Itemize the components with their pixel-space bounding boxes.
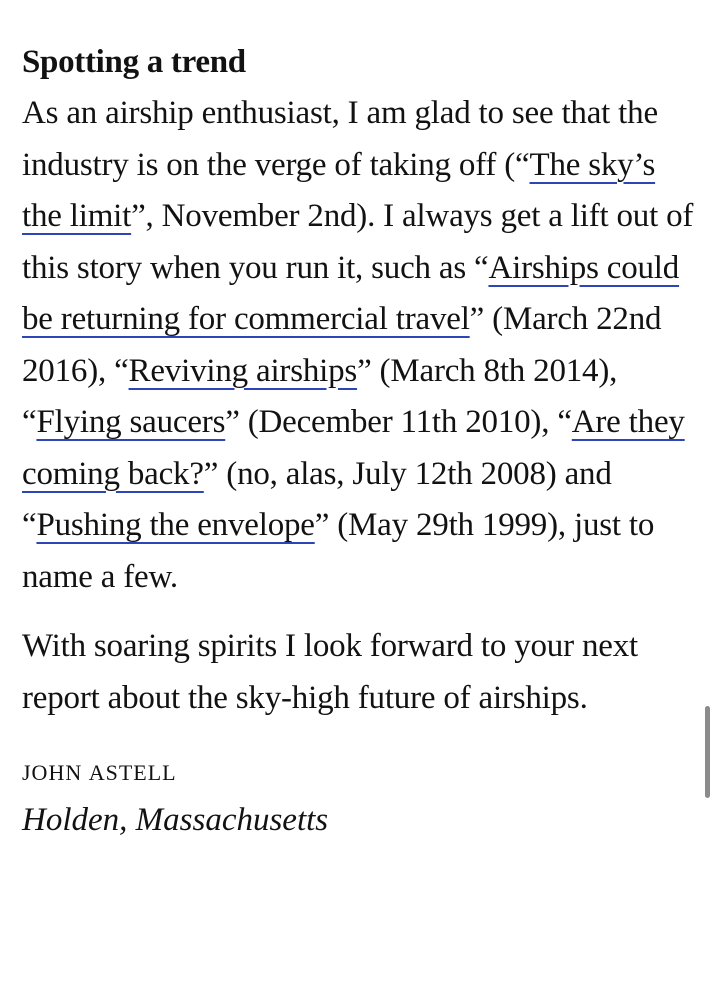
paragraph-text: ” (March 22nd 2016), “ [22, 301, 662, 389]
link-reviving-airships[interactable]: Reviving airships [128, 352, 358, 389]
paragraph-text: ” (December 11th 2010), “ [225, 404, 572, 440]
scrollbar-thumb[interactable] [705, 706, 710, 798]
letter-signature [22, 744, 694, 846]
paragraph-text: ” (no, alas, July 12th 2008) and “ [22, 455, 612, 543]
link-pushing-the-envelope[interactable]: Pushing the envelope [36, 507, 315, 543]
link-flying-saucers[interactable]: Flying saucers [36, 404, 226, 440]
author-name: john astell [22, 751, 177, 787]
link-airships-could-be-returning[interactable]: Airships could be returning for commercial travel [22, 249, 680, 337]
letter-paragraph-2: With soaring spirits I look forward to your next report about the sky-high future of airships. [22, 628, 638, 716]
letter-heading: Spotting a trend [22, 44, 246, 80]
paragraph-text: ”, November 2nd). I always get a lift out of this story when you run it, such as “ [22, 198, 694, 286]
link-the-skys-the-limit[interactable]: The sky’s the limit [22, 146, 656, 234]
paragraph-text: ” (March 8th 2014), “ [22, 352, 618, 440]
letter [22, 36, 694, 846]
letter-paragraph-1 [22, 88, 694, 603]
link-are-they-coming-back[interactable]: Are they coming back? [22, 404, 685, 492]
author-location: Holden, Massachusetts [22, 802, 329, 838]
paragraph-text: As an airship enthusiast, I am glad to see that the industry is on the verge of taking off (“ [22, 95, 658, 183]
paragraph-text: ” (May 29th 1999), just to name a few. [22, 507, 655, 595]
